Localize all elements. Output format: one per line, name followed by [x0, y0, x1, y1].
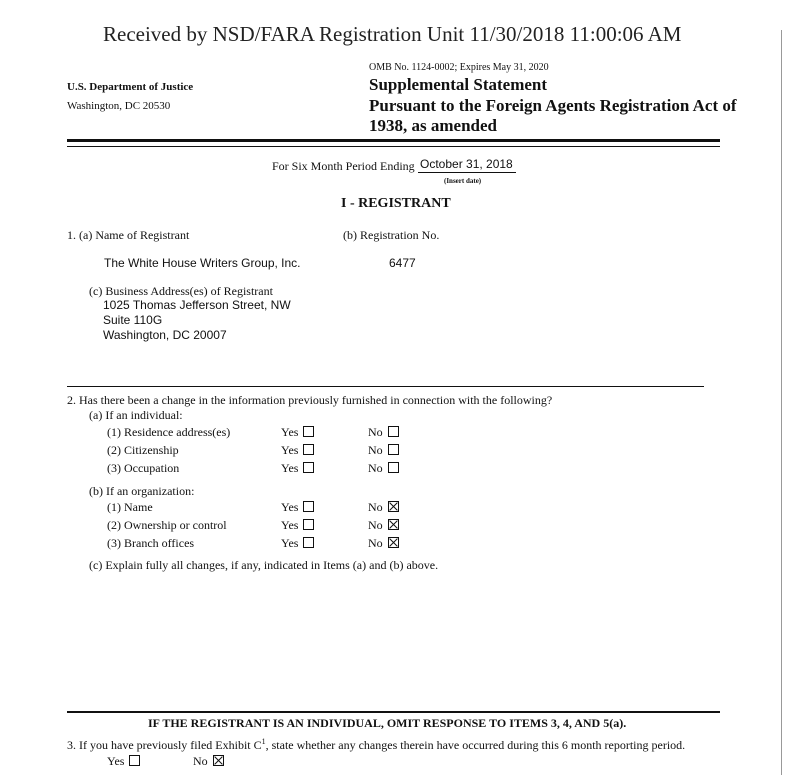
omb-number: OMB No. 1124-0002; Expires May 31, 2020: [369, 62, 549, 73]
q2b-item-label: (1) Name: [107, 500, 153, 514]
q2b-3-no[interactable]: No: [368, 536, 399, 551]
q3-yes[interactable]: Yes: [107, 754, 140, 769]
q2c-label: (c) Explain fully all changes, if any, indicated in Items (a) and (b) above.: [89, 558, 439, 572]
q2a-1-no[interactable]: No: [368, 425, 399, 440]
section-divider-1: [67, 386, 704, 387]
q2b-item-label: (3) Branch offices: [107, 536, 195, 550]
q2a-3-no[interactable]: No: [368, 461, 399, 476]
omit-notice: IF THE REGISTRANT IS AN INDIVIDUAL, OMIT RESPONSE TO ITEMS 3, 4, AND 5(a).: [148, 716, 627, 730]
form-title-line3: 1938, as amended: [369, 116, 497, 135]
checkbox-empty[interactable]: [303, 426, 314, 437]
address-line-1[interactable]: 1025 Thomas Jefferson Street, NW: [103, 298, 291, 312]
checkbox-empty[interactable]: [303, 537, 314, 548]
registrant-name-field[interactable]: The White House Writers Group, Inc.: [104, 256, 301, 270]
q3-text: 3. If you have previously filed Exhibit $C^1$, state whether any changes therein have occurred during this 6 month reporting period.: [67, 737, 686, 752]
checkbox-empty[interactable]: [303, 444, 314, 455]
checkbox-empty[interactable]: [303, 519, 314, 530]
q2b-2-yes[interactable]: Yes: [281, 518, 314, 533]
q2a-3-yes[interactable]: Yes: [281, 461, 314, 476]
q2a-item-label: (1) Residence address(es): [107, 425, 231, 439]
checkbox-empty[interactable]: [388, 462, 399, 473]
form-title-line1: Supplemental Statement: [369, 75, 548, 94]
q2a-item-label: (3) Occupation: [107, 461, 180, 475]
period-date-field[interactable]: October 31, 2018: [418, 157, 516, 173]
received-stamp: Received by NSD/FARA Registration Unit 11/30/2018 11:00:06 AM: [103, 22, 682, 46]
section-title-registrant: I - REGISTRANT: [341, 196, 451, 211]
q2b-1-yes[interactable]: Yes: [281, 500, 314, 515]
q2b-2-no[interactable]: No: [368, 518, 399, 533]
q2a-label: (a) If an individual:: [89, 408, 183, 422]
q2b-3-yes[interactable]: Yes: [281, 536, 314, 551]
q2b-label: (b) If an organization:: [89, 484, 195, 498]
department-name: U.S. Department of Justice: [67, 81, 194, 93]
q2a-2-yes[interactable]: Yes: [281, 443, 314, 458]
q1a-label: 1. (a) Name of Registrant: [67, 228, 190, 242]
q1b-label: (b) Registration No.: [343, 228, 440, 242]
registration-number-field[interactable]: 6477: [389, 256, 416, 270]
q1c-label: (c) Business Address(es) of Registrant: [89, 284, 273, 298]
address-line-3[interactable]: Washington, DC 20007: [103, 328, 227, 342]
header-rule-thin: [67, 146, 720, 147]
period-label: For Six Month Period Ending: [272, 159, 415, 173]
checkbox-checked[interactable]: [213, 755, 224, 766]
header-rule-thick: [67, 139, 720, 142]
scan-margin-line: [781, 30, 782, 775]
department-city: Washington, DC 20530: [67, 100, 171, 112]
checkbox-empty[interactable]: [303, 462, 314, 473]
q2b-item-label: (2) Ownership or control: [107, 518, 227, 532]
checkbox-empty[interactable]: [388, 426, 399, 437]
q2a-item-label: (2) Citizenship: [107, 443, 179, 457]
q2b-1-no[interactable]: No: [368, 500, 399, 515]
checkbox-checked[interactable]: [388, 519, 399, 530]
checkbox-checked[interactable]: [388, 501, 399, 512]
checkbox-checked[interactable]: [388, 537, 399, 548]
section-divider-2: [67, 711, 720, 713]
address-line-2[interactable]: Suite 110G: [103, 313, 163, 327]
period-date-hint: (Insert date): [444, 177, 482, 185]
checkbox-empty[interactable]: [303, 501, 314, 512]
q2-text: 2. Has there been a change in the information previously furnished in connection with the following?: [67, 393, 553, 407]
form-title-line2: Pursuant to the Foreign Agents Registration Act of: [369, 96, 737, 115]
checkbox-empty[interactable]: [129, 755, 140, 766]
q3-no[interactable]: No: [193, 754, 224, 769]
checkbox-empty[interactable]: [388, 444, 399, 455]
q2a-1-yes[interactable]: Yes: [281, 425, 314, 440]
q2a-2-no[interactable]: No: [368, 443, 399, 458]
